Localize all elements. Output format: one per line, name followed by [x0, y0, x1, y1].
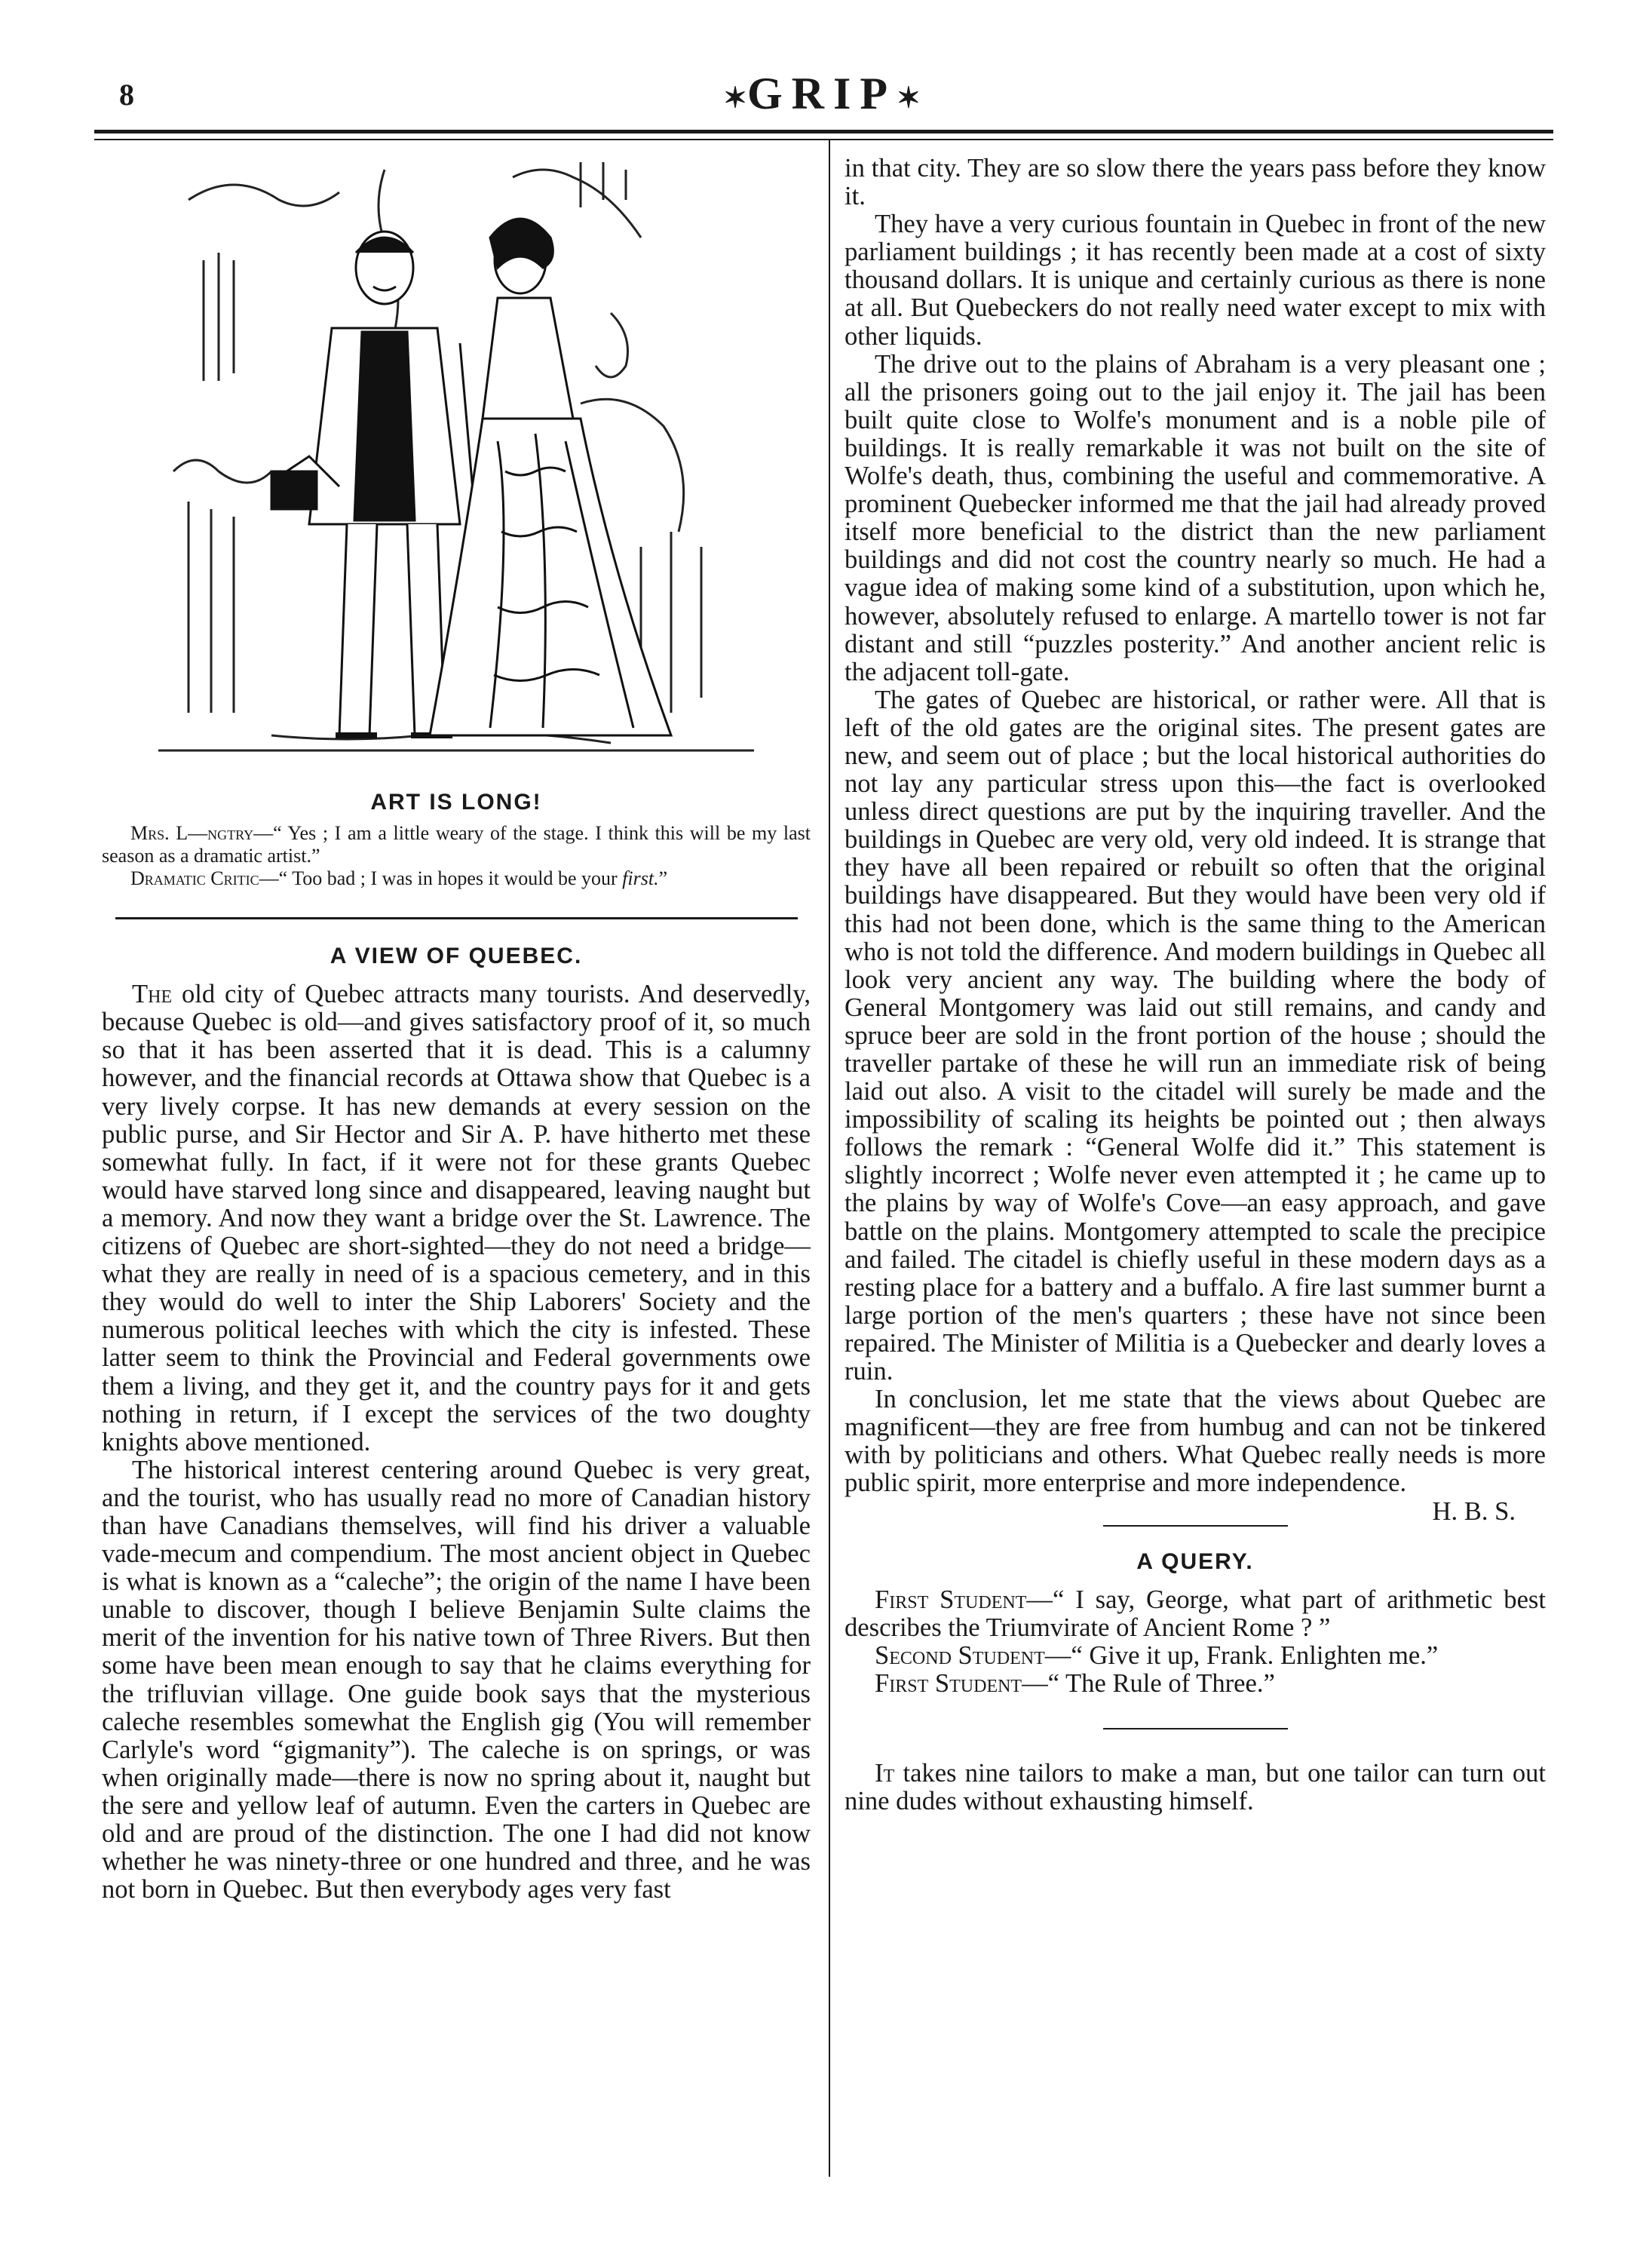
star-left-icon: ✶ [723, 82, 747, 115]
query-line-2 [845, 1642, 1546, 1670]
masthead [664, 68, 980, 120]
query-line-3 [845, 1670, 1546, 1698]
query-title: A QUERY. [1136, 1548, 1254, 1574]
query-divider [1103, 1525, 1288, 1527]
article-paragraph-3: They have a very curious fountain in Quebec in front of the new parliament buildings ; it has recently been made at a cost of sixty thousand dollars. It is unique and certainly curious as there is none at all. But Quebeckers do not really need water except to mix with other liquids. [845, 210, 1546, 351]
cartoon-dialog [102, 822, 811, 890]
article-paragraph-2: The historical interest centering around Quebec is very great, and the tourist, who has usually read no more of Canadian history than have Canadians themselves, will find his driver a valuable vade-mecum and compendium. The most ancient object in Quebec is what is known as a “caleche”; the origin of the name I have been unable to discover, though I believe Benjamin Sulte claims the merit of the invention for his native town of Three Rivers. But then some have been mean enough to say that he claims everything for the trifluvian village. One guide book says that the mysterious caleche resembles somewhat the English gig (You will remember Carlyle's word “gigmanity”). The caleche is on springs, or was when originally made—there is now no spring about it, naught but the sere and yellow leaf of autumn. Even the carters in Quebec are old and are proud of the distinction. The one I had did not know whether he was ninety-three or one hundred and three, and he was not born in Quebec. But then everybody ages very fast [102, 1455, 811, 1904]
cartoon-line-2-italic: first. [622, 867, 659, 890]
right-column [845, 155, 1546, 1815]
cartoon-line-2-text: —“ Too bad ; I was in hopes it would be your [259, 867, 623, 890]
cartoon-title: ART IS LONG! [370, 790, 542, 815]
article-paragraph-6-text: In conclusion, let me state that the views about Quebec are magnificent—they are free from humbug and can not be tinkered with by politicians and others. What Quebec really needs is more public spirit, more enterprise and more independence. [845, 1385, 1546, 1498]
cartoon-illustration [158, 155, 754, 781]
section-divider [115, 917, 798, 919]
article-title: A VIEW OF QUEBEC. [330, 944, 583, 969]
joke-first-word: It [875, 1758, 895, 1788]
speaker-dramatic-critic: Dramatic Critic [130, 867, 259, 890]
cartoon-line-2 [102, 867, 811, 890]
cartoon-line-1 [102, 822, 811, 867]
query-speaker-3: First Student [875, 1668, 1022, 1698]
article-paragraph-5: The gates of Quebec are historical, or rather were. All that is left of the old gates are the original sites. The present gates are new, and seem out of place ; but the local historical authorities do not lay any particular stress upon this—the fact is overlooked unless direct questions are put by the inquiring traveller. And the buildings in Quebec are very old, very old indeed. It is strange that they have all been repaired or rebuilt so often that the original buildings have disappeared. But they would have been very old if this had not been done, which is the same thing to the American who is not told the difference. And modern buildings in Quebec all look very ancient any way. The building where the body of General Montgomery was laid out still remains, and candy and spruce beer are sold in the front portion of the house ; should the traveller partake of these he will run an immediate risk of being laid out also. A visit to the citadel will surely be made and the impossibility of scaling its heights be pointed out ; then always follows the remark : “General Wolfe did it.” This statement is slightly incorrect ; Wolfe never even attempted it ; he came up to the plains by way of Wolfe's Cove—an easy approach, and gave battle on the plains. Montgomery attempted to scale the precipice and failed. The citadel is chiefly useful in these modern days as a resting place for a battery and a buffalo. A fire last summer burnt a large portion of the men's quarters ; these have not since been repaired. The Minister of Militia is a Quebecker and dearly loves a ruin. [845, 685, 1546, 1386]
speaker-mrs-langtry: Mrs. L—ngtry [130, 822, 254, 845]
masthead-title: GRIP [747, 69, 897, 118]
query-line-1-text: —“ I say, George, what part of arithmetic best describes the Triumvirate of Ancient Rome ? ” [845, 1585, 1546, 1642]
cartoon-drawing [158, 155, 754, 781]
query-speaker-1: First Student [875, 1585, 1027, 1614]
joke-divider [1103, 1728, 1288, 1729]
joke-paragraph [845, 1760, 1546, 1815]
article-paragraph-4: The drive out to the plains of Abraham is a very pleasant one ; all the prisoners going out to the jail enjoy it. The jail has been built quite close to Wolfe's monument and is a noble pile of buildings. It is really remarkable it was not built on the site of Wolfe's death, thus, combining the useful and commemorative. A prominent Quebecker informed me that the jail had already proved itself more beneficial to the district than the new parliament buildings and did not cost the country nearly so much. He had a vague idea of making some kind of a substitution, upon which he, however, absolutely refused to enlarge. A martello tower is not far distant and still “puzzles posterity.” And another ancient relic is the adjacent toll-gate. [845, 349, 1546, 686]
left-column [102, 155, 811, 1904]
query-line-1 [845, 1586, 1546, 1642]
query-speaker-2: Second Student [875, 1640, 1045, 1670]
page-number: 8 [119, 78, 134, 112]
cartoon-line-2-end: ” [658, 867, 668, 890]
query-line-2-text: —“ Give it up, Frank. Enlighten me.” [1044, 1640, 1439, 1670]
column-divider [829, 140, 830, 2177]
header-rule-thin [94, 139, 1553, 140]
star-right-icon: ✶ [897, 82, 921, 115]
header-rule [94, 130, 1553, 134]
cartoon-line-1-text: —“ Yes ; I am a little weary of the stage. I think this will be my last season as a dramatic artist.” [102, 822, 811, 867]
joke-text: takes nine tailors to make a man, but one tailor can turn out nine dudes without exhausting himself. [845, 1758, 1546, 1816]
article-paragraph-6 [845, 1385, 1546, 1526]
article-paragraph-1-text: old city of Quebec attracts many tourists. And deservedly, because Quebec is old—and gives satisfactory proof of it, so much so that it has been asserted that it is dead. This is a calumny however, and the financial records at Ottawa show that Quebec is a very lively corpse. It has new demands at every session on the public purse, and Sir Hector and Sir A. P. have hitherto met these somewhat fully. In fact, if it were not for these grants Quebec would have starved long since and disappeared, leaving naught but a memory. And now they want a bridge over the St. Lawrence. The citizens of Quebec are short-sighted—they do not need a bridge—what they are really in need of is a spacious cemetery, and in this they would do well to inter the Ship Laborers' Society and the numerous political leeches with which the city is infested. These latter seem to think the Provincial and Federal governments owe them a living, and they get it, and the country pays for it and gets nothing in return, if I except the services of the two doughty knights above mentioned. [102, 980, 811, 1456]
article-paragraph-1 [102, 981, 811, 1456]
article-paragraph-2-continued: in that city. They are so slow there the years pass before they know it. [845, 154, 1546, 211]
article-signature: H. B. S. [1432, 1496, 1516, 1526]
query-line-3-text: —“ The Rule of Three.” [1022, 1668, 1275, 1698]
article-first-word: The [132, 980, 173, 1009]
